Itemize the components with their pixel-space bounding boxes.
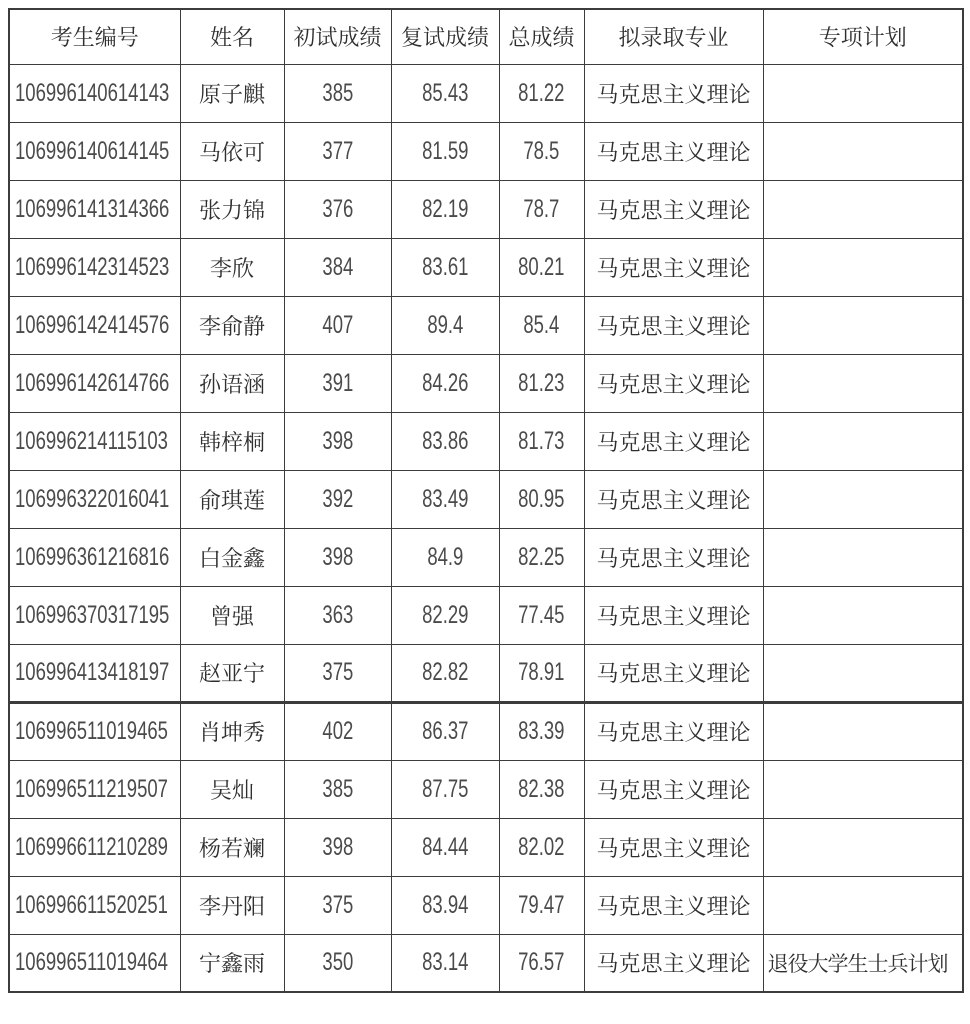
cell-major [584, 528, 763, 586]
cell-text: 85.4 [523, 310, 560, 339]
cell-text: 83.39 [518, 717, 565, 745]
cell-text: 85.43 [421, 78, 469, 107]
cell-text: 82.29 [421, 600, 469, 629]
cell-text: 马克思主义理论 [596, 255, 751, 281]
cell-special_plan [763, 760, 963, 818]
cell-total_score [499, 644, 584, 702]
cell-text: 83.61 [421, 252, 469, 281]
cell-total_score [499, 296, 584, 354]
cell-text: 391 [322, 368, 353, 397]
table-row [9, 64, 963, 122]
cell-initial_score [284, 354, 391, 412]
cell-name [180, 470, 284, 528]
cell-retest_score [391, 296, 499, 354]
cell-text: 350 [322, 948, 353, 977]
cell-major [584, 644, 763, 702]
cell-initial_score [284, 876, 391, 934]
cell-candidate_id [9, 470, 180, 528]
cell-total_score [499, 122, 584, 180]
cell-text: 李丹阳 [198, 893, 265, 919]
cell-candidate_id [9, 238, 180, 296]
cell-total_score [499, 64, 584, 122]
cell-special_plan [763, 876, 963, 934]
cell-text: 377 [322, 136, 353, 165]
cell-candidate_id [9, 876, 180, 934]
cell-text: 81.23 [518, 368, 565, 397]
cell-text: 363 [322, 600, 353, 629]
cell-special_plan [763, 180, 963, 238]
cell-text: 375 [322, 890, 353, 919]
cell-text: 81.59 [421, 136, 469, 165]
cell-name [180, 760, 284, 818]
cell-text: 白金鑫 [198, 545, 265, 571]
cell-retest_score [391, 470, 499, 528]
cell-text: 马克思主义理论 [596, 661, 751, 686]
column-header-retest_score: 复试成绩 [391, 9, 499, 64]
cell-text: 马克思主义理论 [596, 81, 751, 107]
cell-name [180, 354, 284, 412]
cell-retest_score [391, 760, 499, 818]
cell-major [584, 934, 763, 992]
cell-retest_score [391, 586, 499, 644]
cell-text: 83.86 [421, 426, 469, 455]
cell-text: 84.44 [421, 832, 469, 861]
header-row [9, 9, 963, 64]
table-row [9, 354, 963, 412]
cell-text: 马克思主义理论 [596, 777, 751, 803]
cell-special_plan [763, 934, 963, 992]
cell-major [584, 702, 763, 760]
cell-text: 82.38 [518, 774, 565, 803]
cell-name [180, 876, 284, 934]
cell-initial_score [284, 760, 391, 818]
cell-major [584, 354, 763, 412]
cell-retest_score [391, 238, 499, 296]
cell-text: 106996361216816 [15, 542, 170, 571]
cell-text: 82.82 [421, 658, 469, 686]
cell-text: 376 [322, 194, 353, 223]
cell-total_score [499, 586, 584, 644]
cell-major [584, 818, 763, 876]
cell-candidate_id [9, 760, 180, 818]
column-header-special_plan: 专项计划 [763, 9, 963, 64]
cell-text: 84.26 [421, 368, 469, 397]
cell-candidate_id [9, 934, 180, 992]
cell-text: 79.47 [518, 890, 565, 919]
table-row [9, 238, 963, 296]
cell-text: 106996140614145 [15, 136, 170, 165]
cell-text: 106996141314366 [15, 194, 170, 223]
cell-name [180, 64, 284, 122]
cell-name [180, 702, 284, 760]
cell-text: 马克思主义理论 [596, 720, 751, 745]
cell-candidate_id [9, 64, 180, 122]
cell-major [584, 238, 763, 296]
cell-total_score [499, 702, 584, 760]
cell-text: 俞琪莲 [198, 487, 265, 513]
column-header-total_score: 总成绩 [499, 9, 584, 64]
cell-text: 106996611520251 [15, 890, 168, 919]
cell-total_score [499, 354, 584, 412]
cell-retest_score [391, 354, 499, 412]
cell-text: 86.37 [421, 717, 469, 745]
cell-text: 肖坤秀 [198, 720, 265, 745]
cell-retest_score [391, 180, 499, 238]
cell-text: 106996142314523 [15, 252, 170, 281]
cell-candidate_id [9, 586, 180, 644]
column-header-major: 拟录取专业 [584, 9, 763, 64]
cell-candidate_id [9, 122, 180, 180]
cell-candidate_id [9, 180, 180, 238]
cell-text: 原子麒 [198, 81, 265, 107]
cell-text: 82.02 [518, 832, 565, 861]
cell-text: 马克思主义理论 [596, 139, 751, 165]
cell-name [180, 180, 284, 238]
cell-candidate_id [9, 354, 180, 412]
cell-text: 398 [322, 542, 353, 571]
cell-text: 退役大学生士兵计划 [767, 951, 948, 976]
cell-initial_score [284, 238, 391, 296]
cell-text: 106996511019465 [15, 717, 168, 745]
cell-initial_score [284, 64, 391, 122]
cell-candidate_id [9, 702, 180, 760]
table-row [9, 180, 963, 238]
cell-major [584, 64, 763, 122]
cell-total_score [499, 470, 584, 528]
cell-initial_score [284, 702, 391, 760]
cell-initial_score [284, 470, 391, 528]
cell-text: 398 [322, 832, 353, 861]
column-header-name: 姓名 [180, 9, 284, 64]
cell-special_plan [763, 412, 963, 470]
cell-text: 韩梓桐 [198, 429, 265, 455]
cell-text: 赵亚宁 [198, 661, 265, 686]
cell-text: 82.19 [421, 194, 469, 223]
cell-text: 76.57 [518, 948, 565, 977]
cell-text: 马克思主义理论 [596, 197, 751, 223]
table-row [9, 702, 963, 760]
cell-text: 106996413418197 [15, 658, 170, 686]
cell-initial_score [284, 122, 391, 180]
cell-text: 106996511219507 [15, 774, 168, 803]
cell-special_plan [763, 586, 963, 644]
cell-initial_score [284, 934, 391, 992]
cell-text: 375 [322, 658, 353, 686]
cell-text: 385 [322, 774, 353, 803]
cell-retest_score [391, 412, 499, 470]
cell-text: 83.49 [421, 484, 469, 513]
cell-special_plan [763, 644, 963, 702]
cell-text: 78.5 [523, 136, 560, 165]
cell-special_plan [763, 64, 963, 122]
cell-initial_score [284, 644, 391, 702]
cell-retest_score [391, 528, 499, 586]
cell-special_plan [763, 470, 963, 528]
cell-retest_score [391, 122, 499, 180]
cell-text: 77.45 [518, 600, 565, 629]
cell-text: 马克思主义理论 [596, 313, 751, 339]
cell-name [180, 818, 284, 876]
cell-name [180, 296, 284, 354]
cell-major [584, 760, 763, 818]
cell-text: 李俞静 [198, 313, 265, 339]
cell-text: 407 [322, 310, 353, 339]
cell-retest_score [391, 934, 499, 992]
cell-text: 杨若斓 [198, 835, 265, 861]
cell-total_score [499, 876, 584, 934]
cell-retest_score [391, 644, 499, 702]
cell-text: 106996140614143 [15, 78, 170, 107]
cell-retest_score [391, 702, 499, 760]
cell-text: 84.9 [426, 542, 464, 571]
table-row [9, 470, 963, 528]
table-row [9, 122, 963, 180]
cell-text: 80.21 [518, 252, 565, 281]
cell-text: 78.91 [518, 658, 565, 686]
cell-text: 马克思主义理论 [596, 835, 751, 861]
cell-major [584, 470, 763, 528]
cell-special_plan [763, 702, 963, 760]
cell-text: 马克思主义理论 [596, 603, 751, 629]
cell-text: 384 [322, 252, 353, 281]
cell-special_plan [763, 122, 963, 180]
cell-name [180, 934, 284, 992]
cell-total_score [499, 238, 584, 296]
cell-special_plan [763, 354, 963, 412]
cell-text: 马克思主义理论 [596, 951, 751, 977]
cell-text: 402 [322, 717, 353, 745]
cell-text: 81.73 [518, 426, 565, 455]
table-body [9, 64, 963, 992]
cell-special_plan [763, 528, 963, 586]
cell-total_score [499, 412, 584, 470]
cell-text: 83.94 [421, 890, 469, 919]
cell-text: 孙语涵 [198, 371, 265, 397]
cell-name [180, 528, 284, 586]
cell-candidate_id [9, 528, 180, 586]
cell-major [584, 586, 763, 644]
cell-initial_score [284, 412, 391, 470]
cell-text: 张力锦 [198, 197, 265, 223]
cell-text: 89.4 [426, 310, 464, 339]
cell-candidate_id [9, 296, 180, 354]
cell-retest_score [391, 64, 499, 122]
cell-total_score [499, 760, 584, 818]
cell-special_plan [763, 818, 963, 876]
cell-special_plan [763, 296, 963, 354]
cell-initial_score [284, 528, 391, 586]
table-row [9, 644, 963, 702]
cell-name [180, 412, 284, 470]
cell-major [584, 122, 763, 180]
table-row [9, 876, 963, 934]
cell-text: 106996214115103 [15, 426, 168, 455]
cell-initial_score [284, 818, 391, 876]
column-header-initial_score: 初试成绩 [284, 9, 391, 64]
cell-text: 106996370317195 [15, 600, 170, 629]
cell-text: 吴灿 [209, 777, 254, 803]
cell-retest_score [391, 818, 499, 876]
table-row [9, 586, 963, 644]
cell-text: 82.25 [518, 542, 565, 571]
cell-retest_score [391, 876, 499, 934]
table-row [9, 934, 963, 992]
cell-text: 马克思主义理论 [596, 429, 751, 455]
cell-name [180, 644, 284, 702]
cell-text: 398 [322, 426, 353, 455]
cell-text: 106996611210289 [15, 832, 168, 861]
cell-text: 81.22 [518, 78, 565, 107]
cell-initial_score [284, 180, 391, 238]
cell-name [180, 238, 284, 296]
cell-text: 83.14 [421, 948, 469, 977]
cell-total_score [499, 818, 584, 876]
cell-total_score [499, 934, 584, 992]
cell-candidate_id [9, 644, 180, 702]
cell-major [584, 876, 763, 934]
cell-total_score [499, 180, 584, 238]
cell-text: 106996142414576 [15, 310, 170, 339]
table-row [9, 818, 963, 876]
cell-total_score [499, 528, 584, 586]
cell-text: 马依可 [198, 139, 265, 165]
cell-text: 马克思主义理论 [596, 487, 751, 513]
cell-major [584, 412, 763, 470]
table-row [9, 296, 963, 354]
cell-text: 106996322016041 [15, 484, 170, 513]
cell-text: 宁鑫雨 [198, 951, 265, 977]
cell-name [180, 122, 284, 180]
column-header-candidate_id: 考生编号 [9, 9, 180, 64]
cell-text: 马克思主义理论 [596, 371, 751, 397]
cell-text: 385 [322, 78, 353, 107]
cell-text: 曾强 [209, 603, 254, 629]
cell-initial_score [284, 586, 391, 644]
cell-text: 李欣 [209, 255, 254, 281]
cell-major [584, 296, 763, 354]
cell-special_plan [763, 238, 963, 296]
cell-text: 78.7 [523, 194, 560, 223]
cell-name [180, 586, 284, 644]
cell-candidate_id [9, 412, 180, 470]
admission-table [8, 8, 964, 993]
cell-text: 87.75 [421, 774, 469, 803]
cell-text: 马克思主义理论 [596, 893, 751, 919]
cell-text: 80.95 [518, 484, 565, 513]
cell-text: 106996511019464 [15, 948, 168, 977]
table-row [9, 760, 963, 818]
cell-text: 马克思主义理论 [596, 545, 751, 571]
cell-candidate_id [9, 818, 180, 876]
cell-text: 106996142614766 [15, 368, 170, 397]
cell-major [584, 180, 763, 238]
cell-initial_score [284, 296, 391, 354]
table-row [9, 528, 963, 586]
table-row [9, 412, 963, 470]
cell-text: 392 [322, 484, 353, 513]
